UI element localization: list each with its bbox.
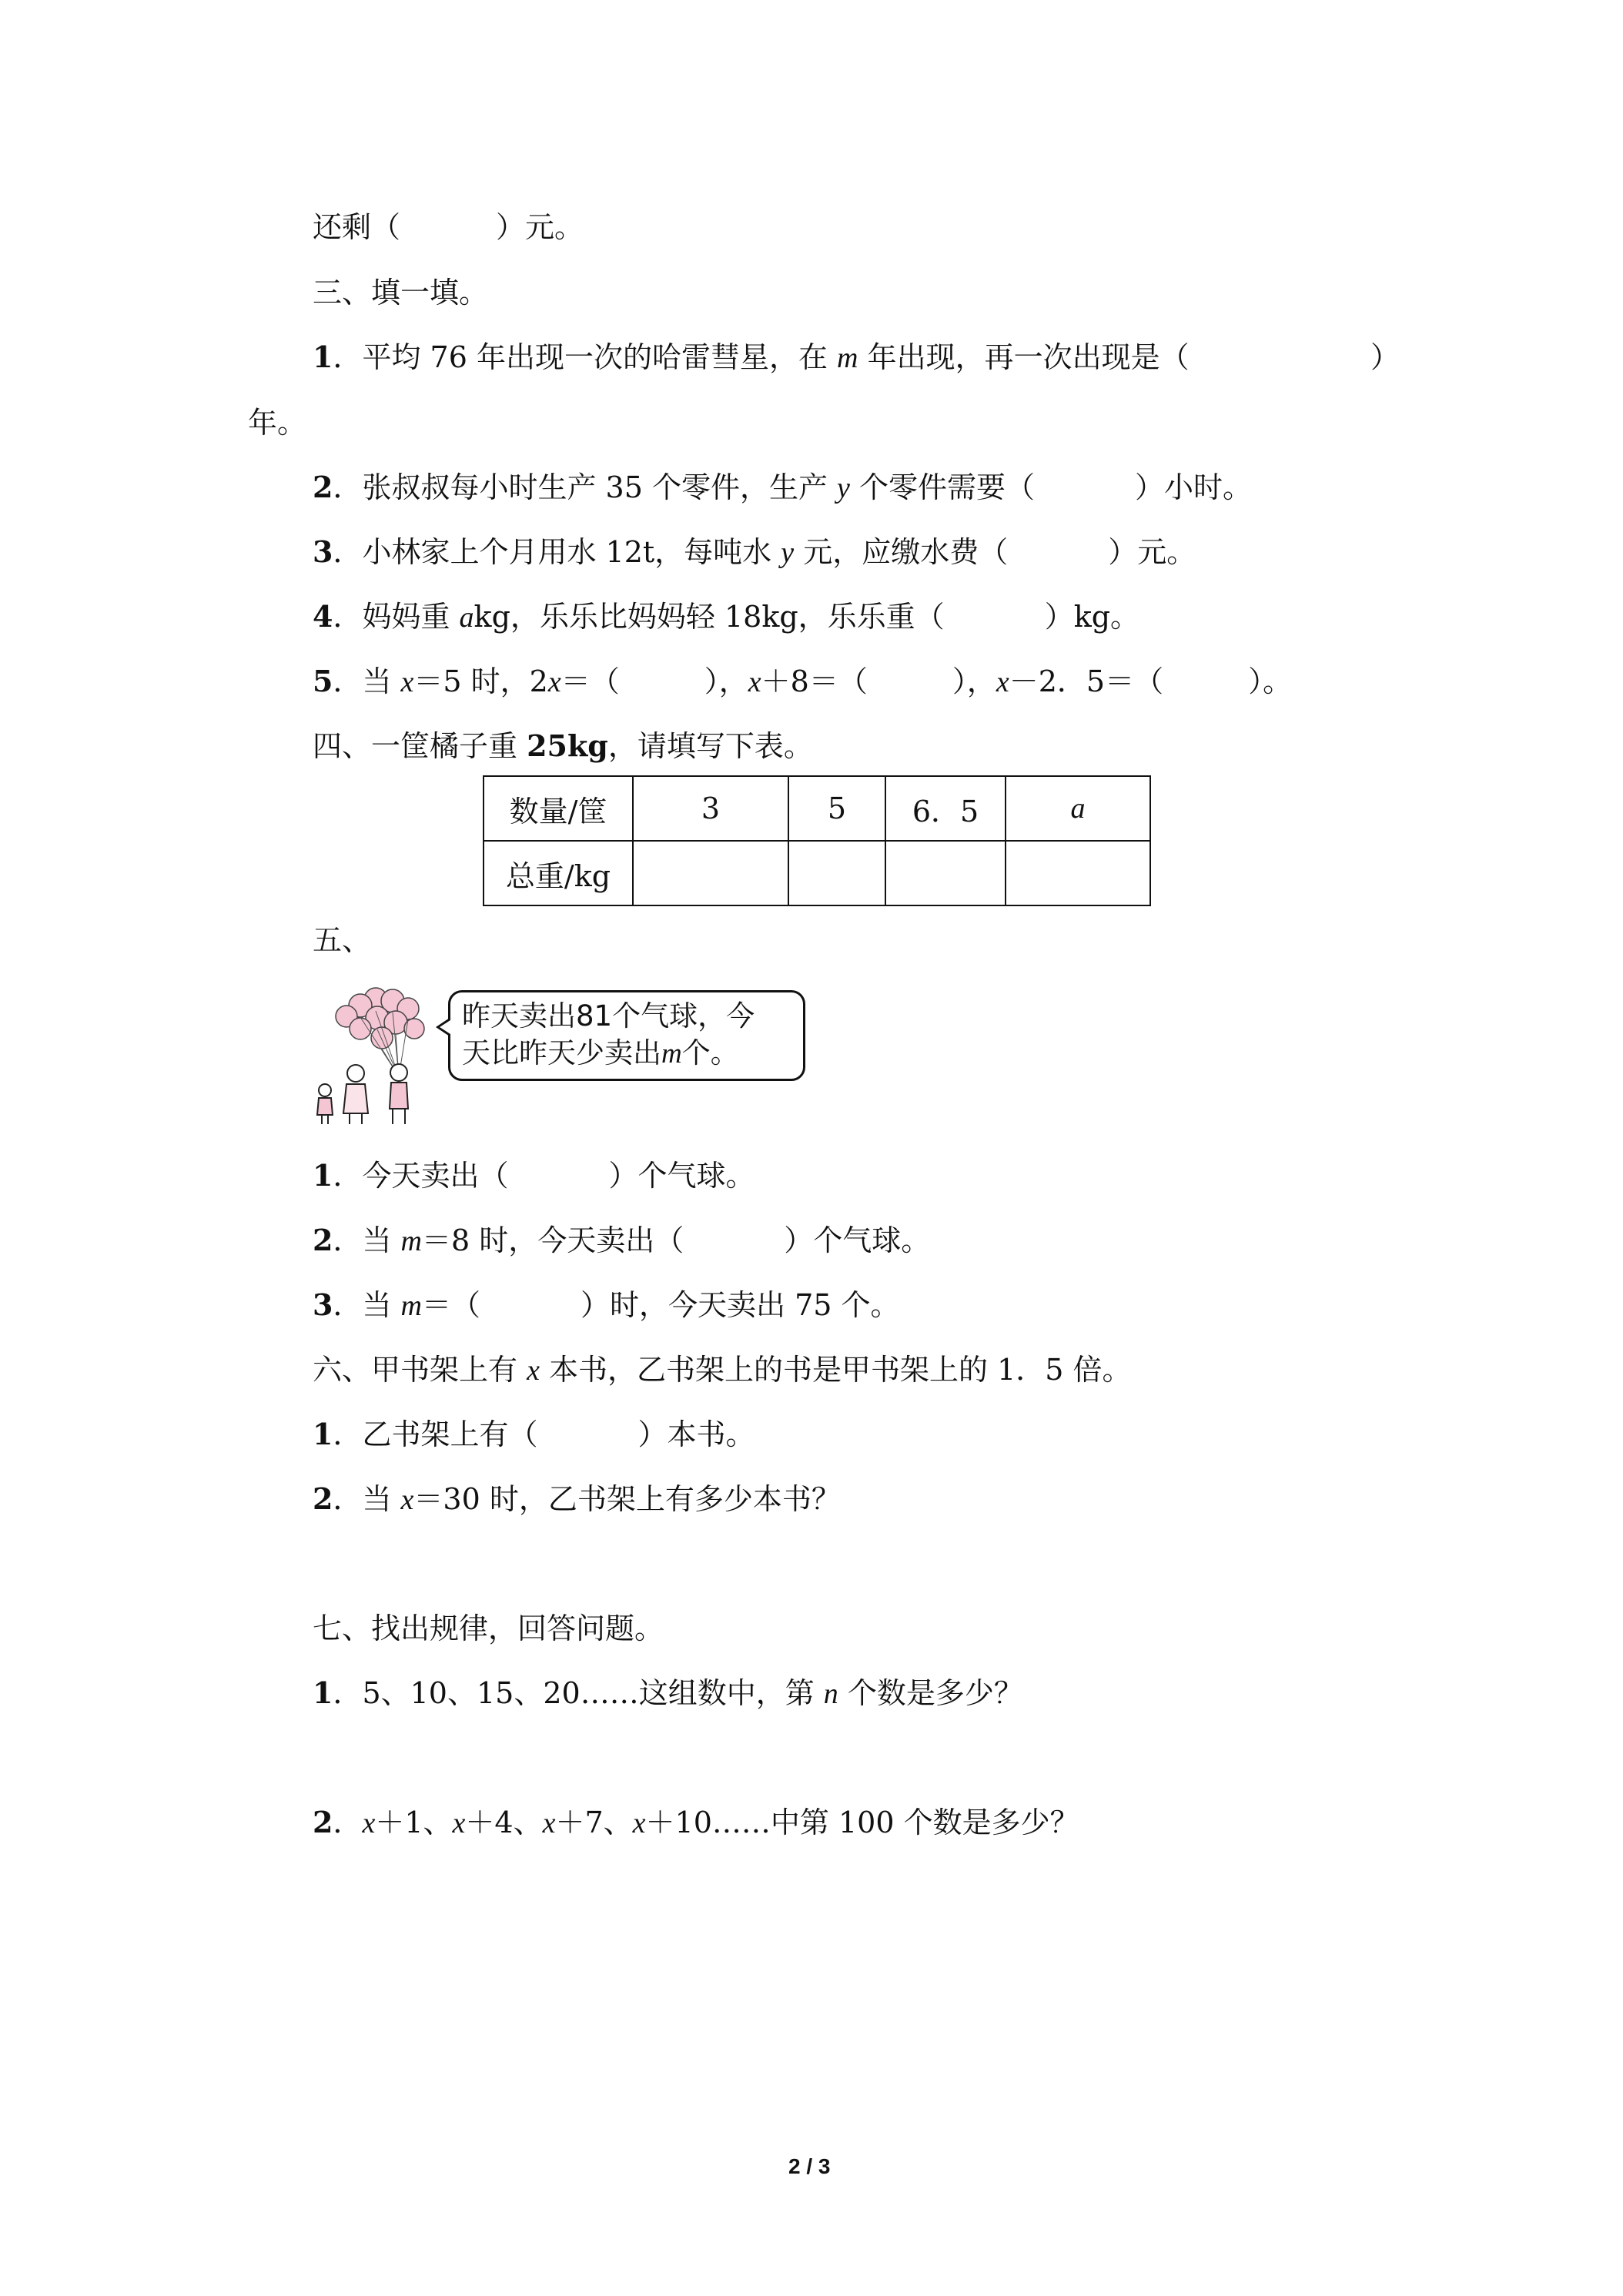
answer-cell[interactable] [788, 841, 885, 905]
question-number: 1 [313, 1158, 333, 1193]
text: －2．5＝（ [1009, 664, 1164, 698]
variable: x [632, 1807, 646, 1839]
text: ）小时。 [1135, 470, 1253, 504]
text: ．当 [333, 1288, 401, 1322]
text: ＋10……中第 100 个数是多少？ [645, 1806, 1079, 1839]
text: ＝（ [561, 664, 620, 698]
text: ＝（ [422, 1288, 481, 1322]
variable: y [837, 472, 850, 504]
text: ＋8＝（ [761, 664, 868, 698]
variable: n [823, 1678, 838, 1710]
section-6-q2 [313, 1481, 841, 1518]
question-number: 3 [313, 534, 333, 569]
section-5-q2 [313, 1223, 930, 1259]
top-line [313, 209, 584, 245]
text: ）本书。 [637, 1417, 755, 1451]
variable: y [781, 537, 795, 569]
section-3-q1 [313, 340, 1190, 376]
question-number: 1 [313, 1675, 333, 1710]
question-number: 2 [313, 470, 333, 504]
section-3-q1-close: ） [1370, 340, 1400, 374]
text: ）， [704, 664, 748, 698]
table-cell: 3 [633, 776, 788, 841]
text: ，请填写下表。 [607, 729, 813, 763]
text: ．5、10、15、20……这组数中，第 [333, 1676, 824, 1710]
section-4-heading [313, 728, 813, 764]
variable: x [542, 1807, 556, 1839]
text: ． [333, 1806, 363, 1839]
text: ．当 [333, 1482, 401, 1516]
table-cell: 数量/筐 [484, 776, 633, 841]
text: ．当 [333, 1223, 401, 1257]
variable: x [527, 1354, 540, 1387]
text: 个。 [681, 1036, 739, 1069]
text: 昨天卖出81个气球，今 [462, 999, 755, 1033]
variable: a [459, 601, 474, 634]
variable: x [362, 1807, 376, 1839]
fill-in-table [483, 775, 1151, 906]
text: 本书，乙书架上的书是甲书架上的 1．5 倍。 [539, 1353, 1132, 1387]
question-number: 2 [313, 1805, 333, 1839]
text: ．平均 76 年出现一次的哈雷彗星，在 [333, 340, 838, 374]
variable: m [400, 1290, 422, 1322]
variable: m [661, 1038, 682, 1069]
section-6-heading [313, 1352, 1132, 1388]
table-cell: a [1006, 776, 1150, 841]
text: kg，乐乐比妈妈轻 18kg，乐乐重（ [474, 600, 945, 634]
question-number: 5 [313, 664, 333, 698]
text: ．小林家上个月用水 12t，每吨水 [333, 535, 781, 569]
text: 个零件需要（ [849, 470, 1036, 504]
speech-bubble-tail-inner [440, 1020, 450, 1034]
table-cell: 总重/kg [484, 841, 633, 905]
text: ＋4、 [465, 1806, 543, 1839]
section-5-heading: 五、 [313, 923, 372, 957]
variable: x [452, 1807, 466, 1839]
variable: x [996, 666, 1009, 698]
variable: m [400, 1225, 422, 1257]
text: ．今天卖出（ [333, 1159, 509, 1193]
text: ）元。 [496, 210, 584, 244]
text: 六、甲书架上有 [313, 1353, 527, 1387]
text: ＋7、 [555, 1806, 633, 1839]
variable: x [400, 1484, 414, 1516]
text: ）kg。 [1044, 600, 1140, 634]
text: 还剩（ [313, 210, 401, 244]
section-3-q1-cont: 年。 [248, 406, 307, 440]
text: 25kg [527, 728, 608, 763]
section-3-q2 [313, 470, 1252, 506]
text: ＝8 时，今天卖出（ [422, 1223, 684, 1257]
text: 个数是多少？ [838, 1676, 1023, 1710]
speech-bubble-text [462, 998, 793, 1073]
text: ．当 [333, 664, 401, 698]
section-7-q2 [313, 1805, 1079, 1841]
section-3-heading: 三、填一填。 [313, 276, 489, 310]
section-6-q1 [313, 1417, 755, 1452]
balloon-seller-illustration [306, 986, 437, 1126]
variable: x [400, 666, 414, 698]
answer-cell[interactable] [885, 841, 1006, 905]
question-number: 1 [313, 1417, 333, 1451]
section-5-q1 [313, 1158, 755, 1193]
text: ．妈妈重 [333, 600, 460, 634]
answer-cell[interactable] [1006, 841, 1150, 905]
text: ）时，今天卖出 75 个。 [581, 1288, 900, 1322]
question-number: 1 [313, 340, 333, 374]
text: 四、一筐橘子重 [313, 729, 527, 763]
answer-cell[interactable] [633, 841, 788, 905]
text: ．张叔叔每小时生产 35 个零件，生产 [333, 470, 838, 504]
section-5-q3 [313, 1287, 900, 1324]
text: ＋1、 [375, 1806, 453, 1839]
text: ）。 [1248, 664, 1293, 698]
section-3-q4 [313, 599, 1139, 635]
table-cell: 6．5 [885, 776, 1006, 841]
section-7-heading: 七、找出规律，回答问题。 [313, 1612, 664, 1645]
section-3-q5 [313, 664, 1292, 700]
table-row [484, 776, 1150, 841]
text: ）个气球。 [784, 1223, 931, 1257]
text: ）个气球。 [608, 1159, 755, 1193]
table-cell: 5 [788, 776, 885, 841]
text: ＝30 时，乙书架上有多少本书？ [413, 1482, 841, 1516]
variable: m [837, 342, 858, 374]
text: ）元。 [1108, 535, 1196, 569]
text: ＝5 时，2 [413, 664, 548, 698]
table-row [484, 841, 1150, 905]
question-number: 3 [313, 1287, 333, 1322]
section-7-q1 [313, 1675, 1023, 1712]
text: ．乙书架上有（ [333, 1417, 538, 1451]
page-number: 2 / 3 [788, 2154, 831, 2178]
text: 年出现，再一次出现是（ [858, 340, 1190, 374]
question-number: 2 [313, 1223, 333, 1257]
text: 天比昨天少卖出 [462, 1036, 661, 1069]
variable: x [547, 666, 561, 698]
text: ）， [952, 664, 996, 698]
question-number: 2 [313, 1481, 333, 1516]
variable: x [748, 666, 761, 698]
text: 元，应缴水费（ [794, 535, 1009, 569]
question-number: 4 [313, 599, 333, 634]
section-3-q3 [313, 534, 1196, 571]
